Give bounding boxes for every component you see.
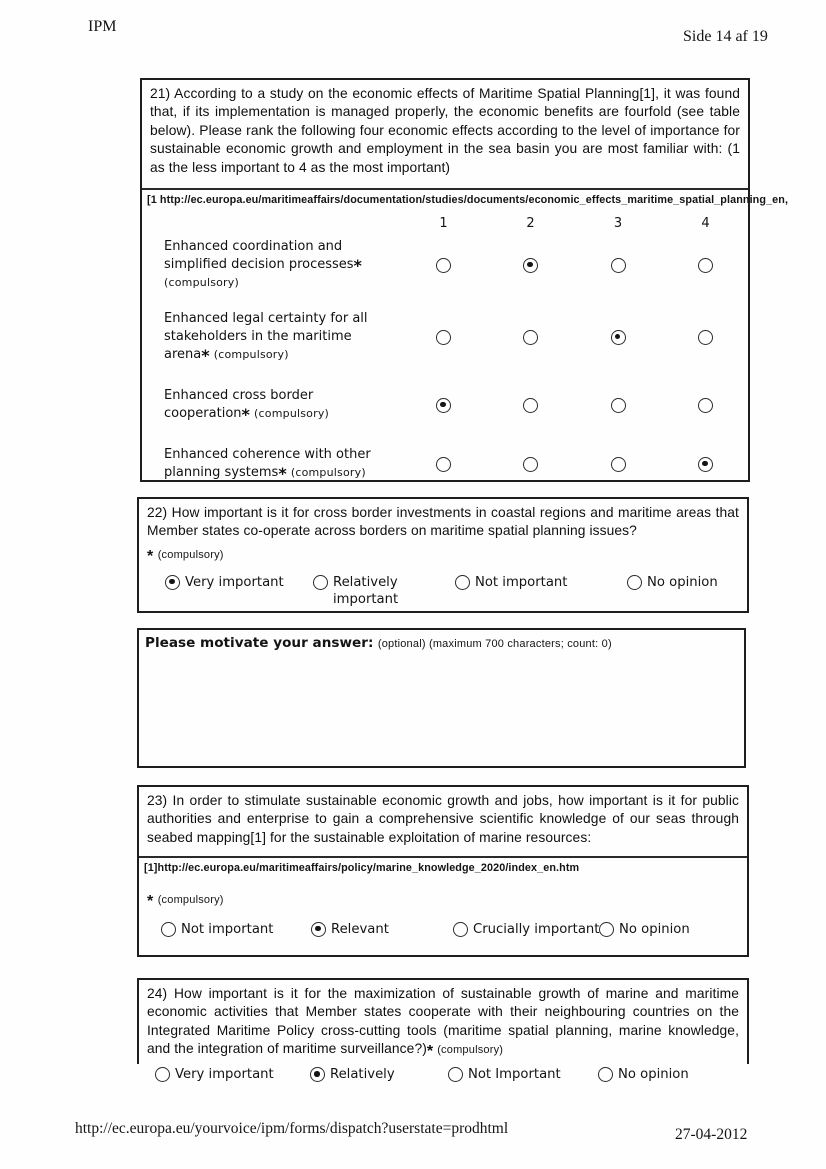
radio-q22-relatively-important[interactable] — [313, 575, 328, 590]
option-label: Very important — [175, 1067, 274, 1082]
option-label: Crucially important — [473, 921, 600, 937]
radio-q23-crucially-important[interactable] — [453, 922, 468, 937]
required-star: * — [147, 547, 154, 565]
radio-q21-r3-c3[interactable] — [611, 398, 626, 413]
column-header-3: 3 — [613, 215, 623, 231]
radio-q22-very-important[interactable] — [165, 575, 180, 590]
radio-q23-not-important[interactable] — [161, 922, 176, 937]
question-21-box — [140, 78, 789, 483]
compulsory-note: (compulsory) — [213, 348, 289, 362]
question-21-text: 21) According to a study on the economic effects of Maritime Spatial Planning[1], it was found that, if its implementation is managed properly, the economic benefits are fourfold (see table below). Please rank the following four economic effects according to the level of importance for sustainable economic growth and employment in the sea basin you are most familiar with: (1 as the less important to 4 as the most important) — [150, 86, 740, 175]
ranking-table — [142, 212, 748, 494]
option-label: Relatively — [330, 1067, 395, 1082]
radio-q21-r4-c4[interactable] — [698, 457, 713, 472]
motivation-hint: (optional) (maximum 700 characters; count: 0) — [377, 638, 612, 650]
option-no-opinion — [627, 574, 718, 591]
page-number: Side 14 af 19 — [683, 28, 768, 45]
radio-q21-r1-c4[interactable] — [698, 258, 713, 273]
option-label: No opinion — [618, 1067, 689, 1082]
footer-date: 27-04-2012 — [675, 1126, 748, 1143]
compulsory-note: (compulsory) — [157, 894, 224, 906]
question-23-text: 23) In order to stimulate sustainable economic growth and jobs, how important is it for public authorities and enterprise to gain a comprehensive scientific knowledge of our seas through seabed mapping[1] for the sustainable exploitation of marine resources: — [147, 793, 739, 845]
motivation-label-line — [139, 630, 744, 652]
question-23-options — [161, 921, 747, 938]
option-label: No opinion — [647, 574, 718, 590]
radio-q24-very-important[interactable] — [155, 1067, 170, 1082]
radio-q21-r1-c1[interactable] — [436, 258, 451, 273]
option-relatively-important — [313, 574, 455, 608]
row-label: Enhanced legal certainty for all stakeholders in the maritime arena* (compulsory) — [164, 310, 368, 366]
row-label: Enhanced coherence with other planning systems* (compulsory) — [164, 446, 371, 483]
radio-q21-r3-c1[interactable] — [436, 398, 451, 413]
required-star: * — [147, 893, 154, 910]
option-label: No opinion — [619, 921, 690, 937]
option-very-important — [165, 574, 313, 591]
radio-q21-r4-c1[interactable] — [436, 457, 451, 472]
compulsory-line — [139, 541, 747, 564]
question-23-box — [137, 785, 749, 957]
option-label: Very important — [185, 574, 284, 590]
option-relevant — [311, 921, 453, 938]
option-relatively — [310, 1066, 448, 1083]
row-label: Enhanced coordination and simplified decision processes* (compulsory) — [164, 238, 362, 290]
question-24-text: 24) How important is it for the maximization of sustainable growth of marine and maritime economic activities that Member states cooperate with their neighbouring countries on the Integrated Maritime Policy cross-cutting tools (maritime spatial planning, marine knowledge, and the integration of maritime surveillance?)* (compulsory) — [147, 986, 739, 1061]
radio-q21-r3-c4[interactable] — [698, 398, 713, 413]
radio-q24-relatively[interactable] — [310, 1067, 325, 1082]
compulsory-note: (compulsory) — [290, 466, 366, 479]
option-no-opinion — [599, 921, 690, 938]
compulsory-note: (compulsory) — [164, 276, 239, 290]
radio-q21-r2-c4[interactable] — [698, 330, 713, 345]
radio-q23-relevant[interactable] — [311, 922, 326, 937]
question-22-box — [137, 497, 749, 613]
option-label: Not important — [475, 574, 568, 590]
column-header-4: 4 — [701, 215, 710, 231]
required-star: * — [278, 464, 287, 483]
table-row — [142, 298, 748, 376]
question-24-options — [155, 1066, 747, 1083]
radio-q21-r2-c3[interactable] — [611, 330, 626, 345]
compulsory-note: (compulsory) — [437, 1044, 504, 1057]
radio-q21-r4-c3[interactable] — [611, 457, 626, 472]
radio-q21-r2-c1[interactable] — [436, 330, 451, 345]
required-star: * — [201, 346, 210, 366]
motivation-label: Please motivate your answer: — [145, 635, 374, 651]
option-very-important — [155, 1066, 310, 1083]
column-header-1: 1 — [439, 215, 448, 231]
footer-url: http://ec.europa.eu/yourvoice/ipm/forms/dispatch?userstate=prodhtml — [75, 1120, 509, 1137]
question-23-footnote: [1]http://ec.europa.eu/maritimeaffairs/policy/marine_knowledge_2020/index_en.htm — [144, 862, 580, 874]
row-label: Enhanced cross border cooperation* (compulsory) — [164, 387, 330, 424]
question-24-box — [137, 978, 749, 1064]
radio-q21-r1-c2[interactable] — [523, 258, 538, 273]
ranking-table-header — [142, 212, 748, 232]
question-21-footnote: [1 http://ec.europa.eu/maritimeaffairs/documentation/studies/documents/economic_effects_maritime_spatial_planning_en, — [147, 194, 789, 206]
option-crucially-important — [453, 921, 599, 938]
radio-q24-no-opinion[interactable] — [598, 1067, 613, 1082]
motivation-box — [137, 628, 746, 768]
option-not-important — [448, 1066, 598, 1083]
question-22-options — [165, 574, 747, 608]
table-row — [142, 434, 748, 494]
required-star: * — [426, 1043, 434, 1061]
question-22-text: 22) How important is it for cross border investments in coastal regions and maritime areas that Member states co-operate across borders on maritime spatial planning issues? — [147, 505, 739, 539]
required-star: * — [241, 405, 250, 424]
compulsory-line — [139, 886, 747, 909]
table-row — [142, 376, 748, 434]
compulsory-note: (compulsory) — [254, 407, 330, 420]
column-header-2: 2 — [526, 215, 535, 231]
option-label: Relevant — [331, 921, 389, 937]
option-not-important — [161, 921, 311, 938]
radio-q21-r2-c2[interactable] — [523, 330, 538, 345]
radio-q22-no-opinion[interactable] — [627, 575, 642, 590]
radio-q21-r3-c2[interactable] — [523, 398, 538, 413]
page-header-app: IPM — [88, 18, 117, 35]
option-label: Not important — [181, 921, 274, 937]
option-not-important — [455, 574, 627, 591]
compulsory-note: (compulsory) — [157, 548, 224, 561]
option-no-opinion — [598, 1066, 689, 1083]
radio-q24-not-important[interactable] — [448, 1067, 463, 1082]
option-label: Relatively important — [333, 574, 399, 607]
motivation-textarea[interactable] — [141, 656, 742, 764]
radio-q23-no-opinion[interactable] — [599, 922, 614, 937]
radio-q22-not-important[interactable] — [455, 575, 470, 590]
table-row — [142, 232, 748, 298]
option-label: Not Important — [468, 1067, 561, 1082]
required-star: * — [353, 255, 362, 275]
radio-q21-r1-c3[interactable] — [611, 258, 626, 273]
radio-q21-r4-c2[interactable] — [523, 457, 538, 472]
